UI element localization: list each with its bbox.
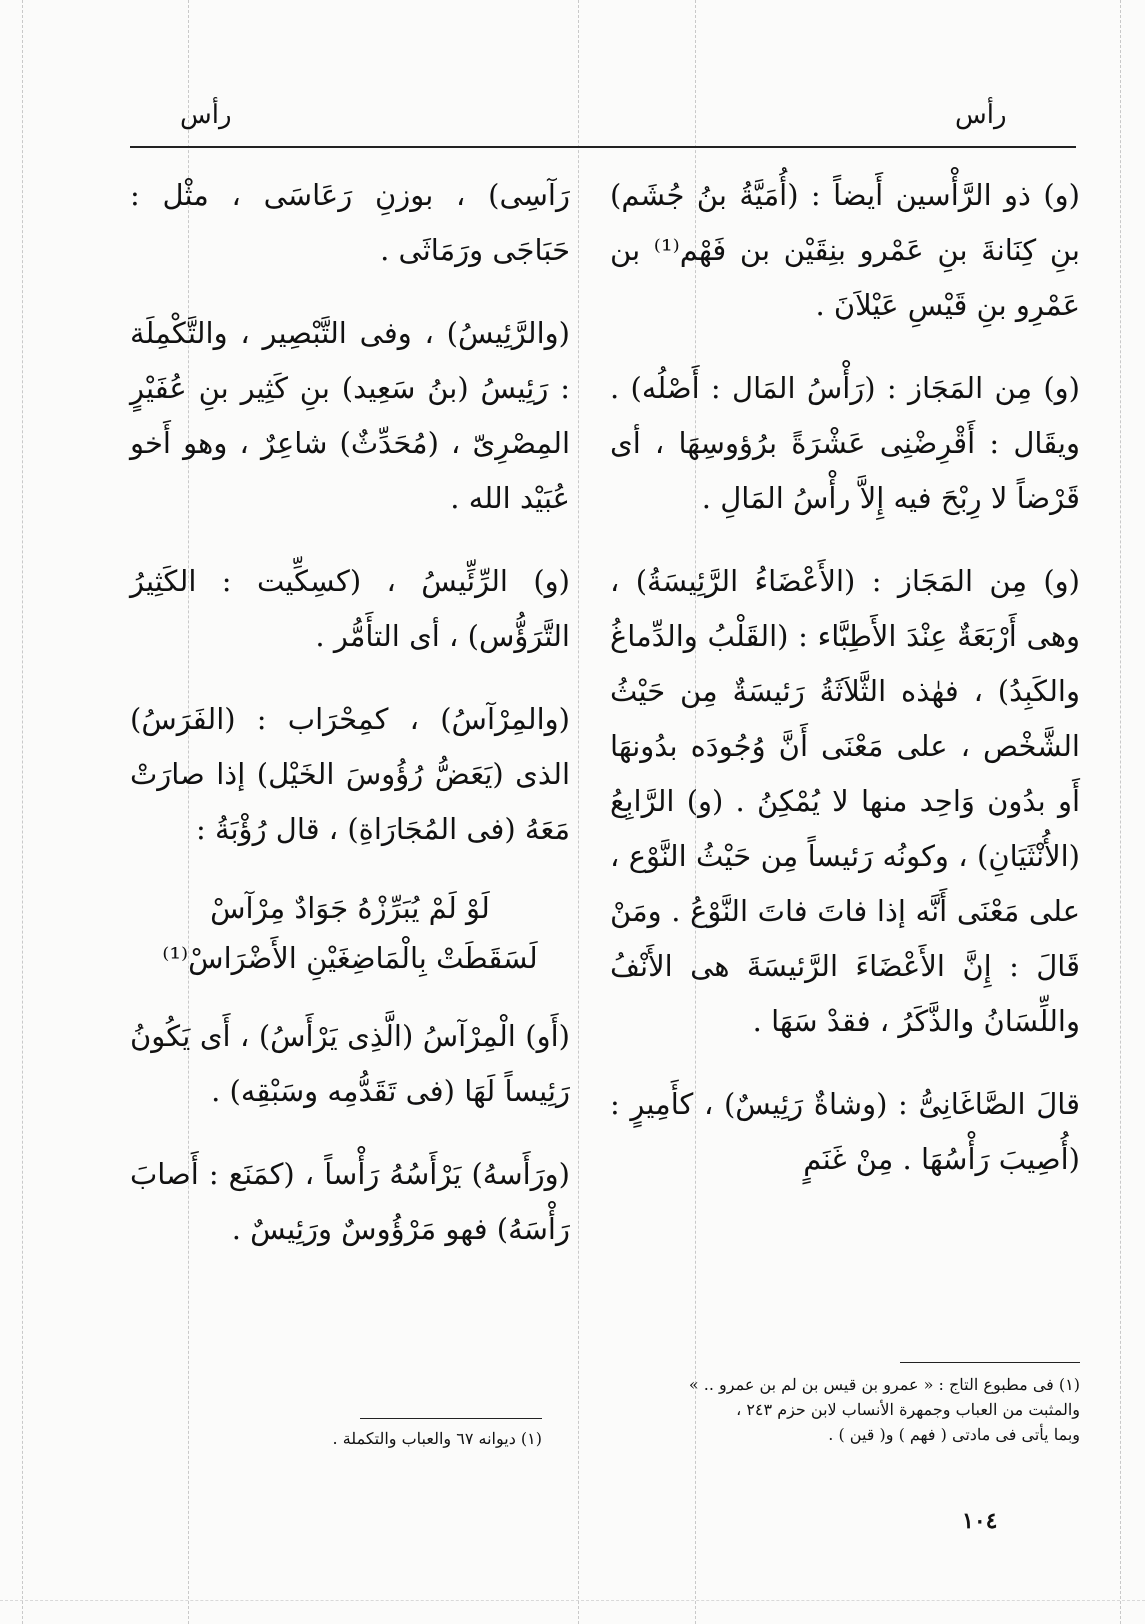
page-number: ١٠٤ (962, 1508, 998, 1534)
left-footnote: (١) ديوانه ٦٧ والعباب والتكملة . (332, 1429, 542, 1448)
entry-paragraph: (والرَّئِيسُ) ، وفى التَّبْصِير ، والتَّكْمِلَة : رَئِيسُ (بنُ سَعِيد) بنِ كَثِير بنِ عُفَيْرٍ المِصْرِىّ ، (مُحَدِّثٌ) شاعِرٌ ، وهو أَخو عُبَيْد الله . (130, 316, 570, 515)
footnote-rule (900, 1362, 1080, 1363)
entry-paragraph: (و) مِن المَجَاز : (الأَعْضَاءُ الرَّئِيسَةُ) ، وهى أَرْبَعَةٌ عِنْدَ الأَطِبَّاء : (القَلْبُ والدِّماغُ والكَبِدُ) ، فهٰذه الثَّلاَثَةُ رَئيسَةٌ مِن حَيْثُ الشَّخْص ، على مَعْنَى أَنَّ وُجُودَه بدُونهَا أَو بدُون وَاحِد منها لا يُمْكِنُ . (و) الرَّابِعُ (الأُنْثَيَانِ) ، وكونُه رَئيساً مِن حَيْثُ النَّوْع ، على مَعْنَى أَنَّه إذا فاتَ فاتَ النَّوْعُ . ومَنْ قَالَ : إِنَّ الأَعْضَاءَ الرَّئيسَةَ هى الأَنْفُ واللِّسَانُ والذَّكَرُ ، فقدْ سَهَا . (610, 564, 1080, 1038)
footnote-line: والمثبت من العباب وجمهرة الأنساب لابن حزم ٢٤٣ ، (736, 1400, 1080, 1419)
entry-paragraph: (و) ذو الرَّأْسين أَيضاً : (أُمَيَّةُ بنُ جُشَم) بنِ كِنَانةَ بنِ عَمْرو بنِقَيْن بن فَهْم⁽¹⁾ بن عَمْرِو بنِ قَيْسِ عَيْلاَنَ . (610, 178, 1080, 322)
footnote-line: (١) فى مطبوع التاج : « عمرو بن قيس بن لم بن عمرو .. » (688, 1375, 1080, 1394)
scan-guide-line (1120, 0, 1121, 1624)
left-running-header: رأس (180, 100, 232, 130)
entry-paragraph: (و) مِن المَجَاز : (رَأْسُ المَال : أَصْلُه) . ويقَال : أَقْرِضْنِى عَشْرَةً برُؤوسِهَا ، أى قَرْضاً لا رِبْحَ فيه إِلاَّ رأْسُ المَالِ . (610, 371, 1080, 515)
scan-guide-line (22, 0, 23, 1624)
right-footnote (640, 1372, 1080, 1447)
scan-guide-line (0, 1600, 1145, 1601)
entry-paragraph: قالَ الصَّاغَانِىُّ : (وشاةٌ رَئِيسٌ) ، كأَمِيرٍ : (أُصِيبَ رَأْسُهَا . مِنْ غَنَمٍ (610, 1087, 1080, 1176)
right-column (610, 168, 1080, 1215)
footnote-line: وبما يأتى فى مادتى ( فهم ) و( قين ) . (828, 1425, 1080, 1444)
entry-paragraph: (أَو) الْمِرْآسُ (الَّذِى يَرْأَسُ) ، أَى يَكُونُ رَئِيساً لَهَا (فى تَقَدُّمِه وسَبْقِه) . (130, 1019, 570, 1108)
entry-paragraph: رَآسِى) ، بوزنِ رَعَاسَى ، مثْل : حَبَاجَى ورَمَاثَى . (130, 178, 570, 267)
verse-block (130, 883, 570, 983)
entry-paragraph: (ورَأَسهُ) يَرْأَسُهُ رَأْساً ، (كمَنَع : أَصابَ رَأْسَهُ) فهو مَرْؤُوسٌ ورَئِيسٌ . (130, 1157, 570, 1246)
right-running-header: رأس (955, 100, 1007, 130)
left-column (130, 168, 570, 1285)
footnote-rule (360, 1418, 542, 1419)
verse-line: لَسَقَطَتْ بِالْمَاضِغَيْنِ الأَضْرَاسْ⁽¹⁾ (162, 941, 538, 975)
verse-line: لَوْ لَمْ يُبَرِّزْهُ جَوَادٌ مِرْآسْ (210, 891, 490, 925)
scan-guide-line (578, 0, 579, 1624)
entry-paragraph: (و) الرِّئِّيسُ ، (كسِكِّيت : الكَثِيرُ التَّرَؤُّس) ، أى التأَمُّر . (130, 564, 570, 653)
entry-paragraph: (والمِرْآسُ) ، كمِحْرَاب : (الفَرَسُ) الذى (يَعَضُّ رُؤُوسَ الخَيْل) إذا صارَتْ مَعَهُ (فى المُجَارَاةِ) ، قال رُؤْبَةُ : (130, 702, 570, 846)
header-rule (130, 146, 1076, 148)
